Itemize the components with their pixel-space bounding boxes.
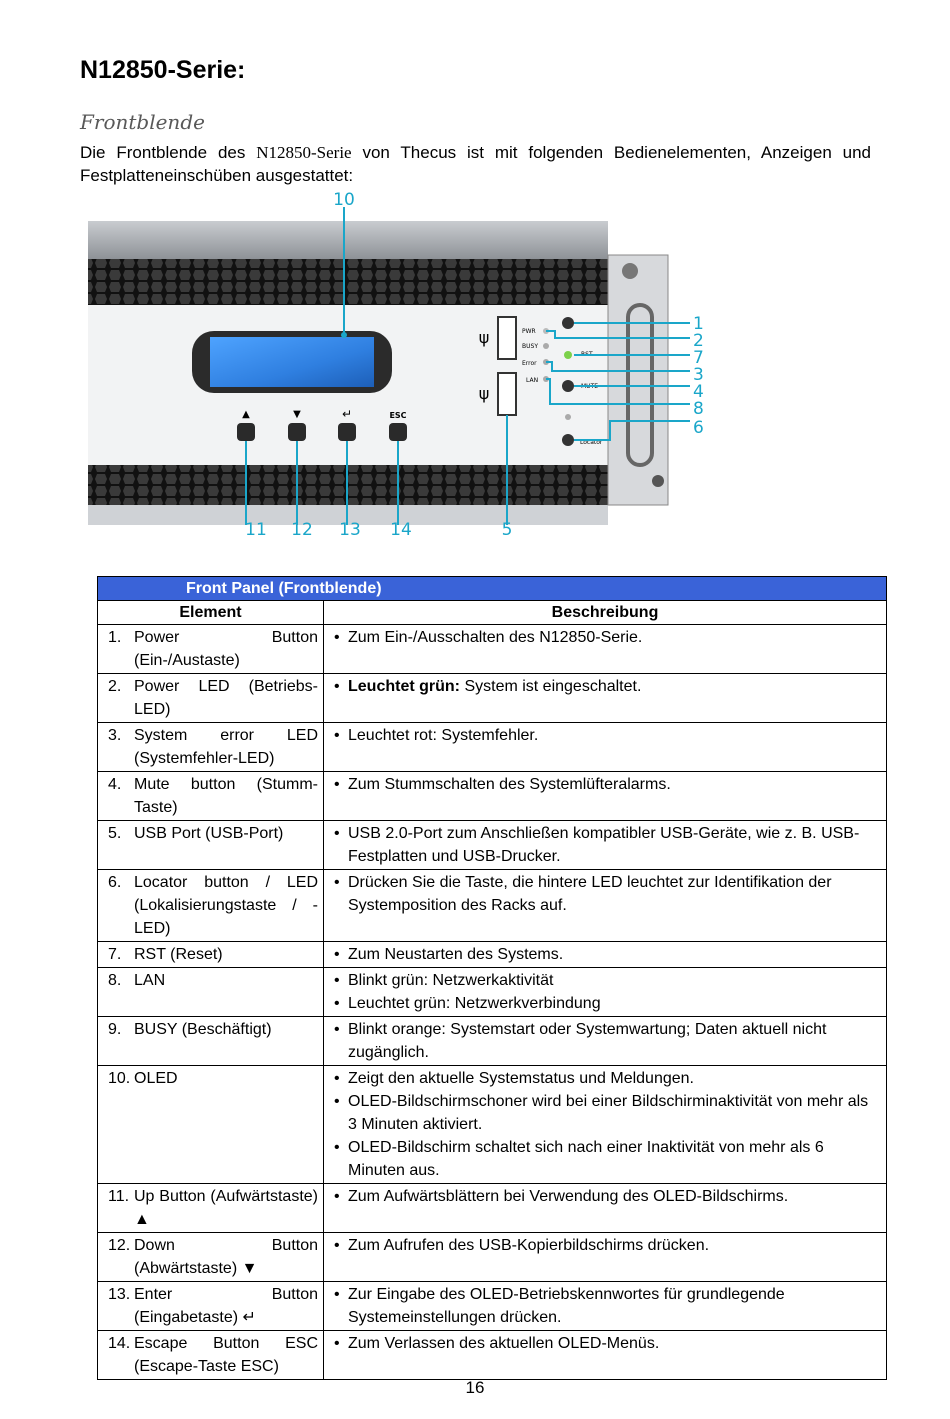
element-cell [98,870,324,942]
description-text: Drücken Sie die Taste, die hintere LED leuchtet zur Identifikation der Systemposition des Racks auf. [348,874,832,914]
element-name: Enter Button (Eingabetaste) ↵ [134,1286,318,1326]
element-name: Mute button (Stumm-Taste) [134,776,318,816]
element-cell [98,772,324,821]
description-cell [324,1066,887,1184]
item-number: 14. [108,1335,131,1352]
table-row [98,674,887,723]
table-row [98,625,887,674]
element-cell [98,968,324,1017]
item-number: 10. [108,1070,131,1087]
section-subheading: Frontblende [80,110,205,134]
svg-text:Locator: Locator [580,439,603,446]
description-text: Zeigt den aktuelle Systemstatus und Meldungen. [348,1070,694,1087]
table-row [98,870,887,942]
description-item [334,1185,878,1208]
svg-text:8: 8 [693,399,704,419]
description-text: Blinkt orange: Systemstart oder Systemwartung; Daten aktuell nicht zugänglich. [348,1021,827,1061]
item-number: 4. [108,776,122,793]
description-cell [324,1017,887,1066]
description-item [334,724,878,747]
description-cell [324,942,887,968]
column-header-element: Element [98,601,324,625]
item-number: 11. [108,1188,130,1205]
front-panel-table [97,576,887,1380]
description-cell [324,1184,887,1233]
item-number: 12. [108,1237,131,1254]
table-header-row [98,601,887,625]
table-row [98,1066,887,1184]
front-panel-figure [80,185,720,545]
description-cell [324,1282,887,1331]
description-text: System ist eingeschaltet. [460,678,642,695]
element-name: Power LED (Betriebs-LED) [134,678,318,718]
element-cell [98,1017,324,1066]
description-cell [324,772,887,821]
element-name: RST (Reset) [134,946,223,963]
description-cell [324,821,887,870]
element-cell [98,723,324,772]
description-text: Zum Neustarten des Systems. [348,946,564,963]
svg-text:LAN: LAN [526,377,539,384]
description-cell [324,625,887,674]
svg-text:12: 12 [291,520,313,540]
description-text: Zum Verlassen des aktuellen OLED-Menüs. [348,1335,660,1352]
description-text: Zum Aufwärtsblättern bei Verwendung des OLED-Bildschirms. [348,1188,789,1205]
description-item [334,1136,878,1182]
element-cell [98,942,324,968]
item-number: 9. [108,1021,122,1038]
description-item [334,626,878,649]
description-cell [324,1331,887,1380]
svg-text:3: 3 [693,365,704,385]
svg-text:PWR: PWR [522,328,536,335]
table-row [98,1017,887,1066]
svg-text:ψ: ψ [478,384,490,403]
description-item [334,822,878,868]
item-number: 13. [108,1286,131,1303]
table-row [98,821,887,870]
description-text: Zur Eingabe des OLED-Betriebskennwortes für grundlegende Systemeinstellungen drücken. [348,1286,785,1326]
svg-text:14: 14 [390,520,412,540]
element-name: Locator button / LED (Lokalisierungstaste / -LED) [134,874,318,937]
description-text: Blinkt grün: Netzwerkaktivität [348,972,554,989]
element-name: Escape Button ESC (Escape-Taste ESC) [134,1335,318,1375]
svg-text:ψ: ψ [478,328,490,347]
table-row [98,942,887,968]
description-text: USB 2.0-Port zum Anschließen kompatibler USB-Geräte, wie z. B. USB-Festplatten und USB-Drucker. [348,825,860,865]
description-text: OLED-Bildschirmschoner wird bei einer Bildschirminaktivität von mehr als 3 Minuten aktiviert. [348,1093,869,1133]
svg-text:7: 7 [693,348,704,368]
element-name: Power Button (Ein-/Austaste) [134,629,318,669]
item-number: 1. [108,629,122,646]
element-name: USB Port (USB-Port) [134,825,284,842]
svg-text:MUTE: MUTE [581,383,599,390]
description-cell [324,968,887,1017]
item-number: 2. [108,678,122,695]
description-item [334,992,878,1015]
svg-text:5: 5 [501,520,513,540]
description-item [334,943,878,966]
table-title-row [98,577,887,601]
description-cell [324,1233,887,1282]
item-number: 7. [108,946,122,963]
svg-text:10: 10 [333,190,355,210]
description-text: Leuchtet rot: Systemfehler. [348,727,539,744]
column-header-description: Beschreibung [324,601,887,625]
element-cell [98,625,324,674]
svg-text:1: 1 [693,314,704,334]
description-text: OLED-Bildschirm schaltet sich nach einer Inaktivität von mehr als 6 Minuten aus. [348,1139,824,1179]
svg-text:▲: ▲ [242,409,250,420]
element-cell [98,1331,324,1380]
element-name: System error LED (Systemfehler-LED) [134,727,318,767]
description-text: Zum Ein-/Ausschalten des N12850-Serie. [348,629,643,646]
svg-text:6: 6 [693,418,704,438]
item-number: 6. [108,874,122,891]
table-row [98,772,887,821]
svg-text:ESC: ESC [389,411,407,420]
table-row [98,1184,887,1233]
description-text: Zum Aufrufen des USB-Kopierbildschirms drücken. [348,1237,710,1254]
svg-text:11: 11 [245,520,267,540]
description-item [334,773,878,796]
table-row [98,968,887,1017]
element-name: OLED [134,1070,178,1087]
svg-text:BUSY: BUSY [522,343,538,350]
item-number: 8. [108,972,122,989]
description-item [334,1067,878,1090]
intro-paragraph: Die Frontblende des N12850-Serie von Thecus ist mit folgenden Bedienelementen, Anzeigen und Festplatteneinschüben ausgestattet: [80,143,871,185]
description-text: Zum Stummschalten des Systemlüfteralarms. [348,776,671,793]
description-item [334,871,878,917]
description-cell [324,674,887,723]
element-cell [98,1282,324,1331]
description-item [334,969,878,992]
description-item [334,1332,878,1355]
description-item [334,1090,878,1136]
table-row [98,1282,887,1331]
table-row [98,1233,887,1282]
description-item [334,675,878,698]
item-number: 3. [108,727,122,744]
element-cell [98,821,324,870]
page-number: 16 [465,1378,485,1397]
item-number: 5. [108,825,122,842]
element-name: BUSY (Beschäftigt) [134,1021,272,1038]
svg-text:13: 13 [339,520,361,540]
element-cell [98,1066,324,1184]
svg-text:▼: ▼ [293,409,301,420]
description-item [334,1018,878,1064]
svg-text:2: 2 [693,331,704,351]
element-cell [98,1184,324,1233]
description-cell [324,723,887,772]
element-cell [98,674,324,723]
table-row [98,723,887,772]
table-row [98,1331,887,1380]
description-item [334,1234,878,1257]
page-heading: N12850-Serie: [80,56,246,84]
description-cell [324,870,887,942]
description-item [334,1283,878,1329]
element-name: Down Button (Abwärtstaste) ▼ [134,1237,318,1277]
table-title: Front Panel (Frontblende) [98,577,887,601]
element-name: LAN [134,972,166,989]
svg-text:Error: Error [522,360,537,367]
description-bold: Leuchtet grün: [348,678,460,695]
svg-text:RST: RST [581,351,593,358]
element-cell [98,1233,324,1282]
element-name: Up Button (Aufwärtstaste) ▲ [134,1188,318,1228]
svg-text:4: 4 [693,382,704,402]
description-text: Leuchtet grün: Netzwerkverbindung [348,995,601,1012]
svg-text:↵: ↵ [341,407,353,421]
